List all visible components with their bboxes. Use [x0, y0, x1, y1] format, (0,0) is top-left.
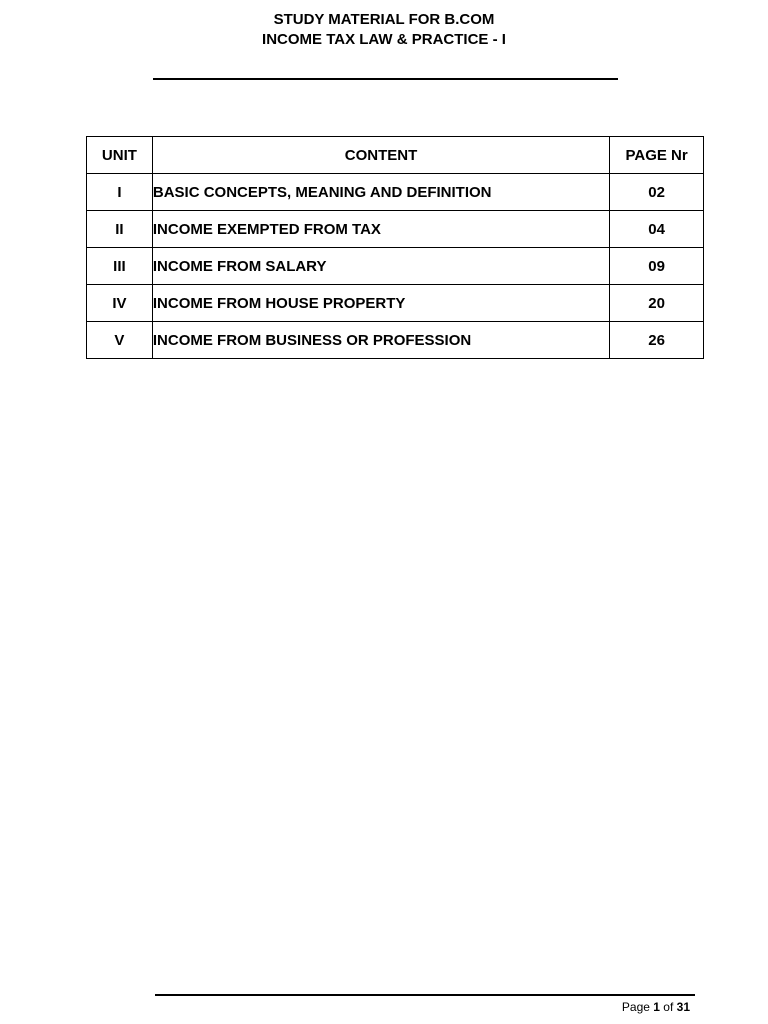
document-title: STUDY MATERIAL FOR B.COM	[273, 11, 495, 28]
table-row	[87, 285, 704, 322]
column-header-unit: UNIT	[87, 137, 153, 174]
page-label: Page	[621, 1000, 654, 1014]
unit-cell: I	[87, 174, 153, 211]
current-page-number: 1	[653, 1000, 660, 1014]
page-cell: 20	[610, 285, 704, 322]
footer-divider	[155, 994, 695, 996]
contents-table	[86, 136, 704, 359]
page-cell: 09	[610, 248, 704, 285]
table-row	[87, 248, 704, 285]
content-cell: BASIC CONCEPTS, MEANING AND DEFINITION	[152, 174, 609, 211]
unit-cell: V	[87, 322, 153, 359]
column-header-content: CONTENT	[152, 137, 609, 174]
page-cell: 26	[610, 322, 704, 359]
table-row	[87, 211, 704, 248]
table-header-row	[87, 137, 704, 174]
content-cell: INCOME EXEMPTED FROM TAX	[152, 211, 609, 248]
unit-cell: IV	[87, 285, 153, 322]
unit-cell: III	[87, 248, 153, 285]
unit-cell: II	[87, 211, 153, 248]
content-cell: INCOME FROM SALARY	[152, 248, 609, 285]
header-divider	[153, 78, 618, 80]
page-number	[622, 999, 690, 1015]
content-cell: INCOME FROM BUSINESS OR PROFESSION	[152, 322, 609, 359]
of-label: of	[659, 1000, 677, 1014]
total-pages-number: 31	[676, 1000, 690, 1014]
table-row	[87, 322, 704, 359]
document-subtitle: INCOME TAX LAW & PRACTICE - I	[262, 31, 506, 48]
content-cell: INCOME FROM HOUSE PROPERTY	[152, 285, 609, 322]
page-cell: 04	[610, 211, 704, 248]
table-row	[87, 174, 704, 211]
column-header-page: PAGE Nr	[610, 137, 704, 174]
page-cell: 02	[610, 174, 704, 211]
